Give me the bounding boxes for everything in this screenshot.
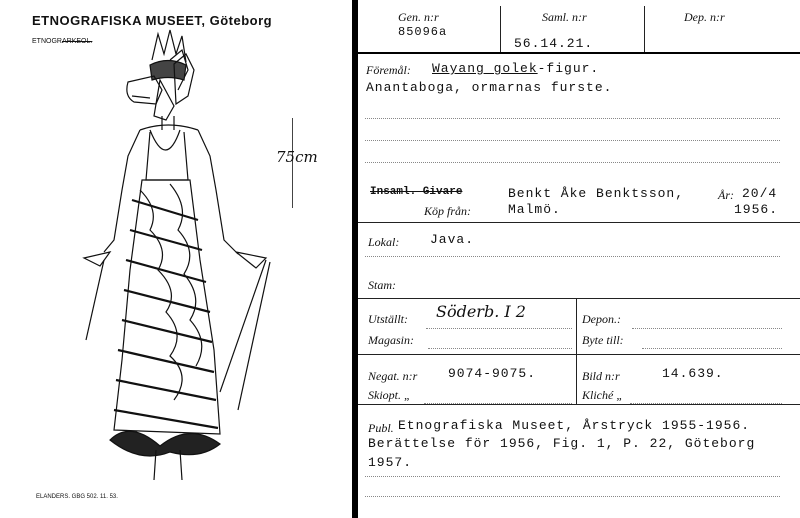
gen-label: Gen. n:r [398,10,439,24]
divider-kop [358,222,800,223]
publ-line2: Berättelse för 1956, Fig. 1, P. 22, Göteborg [368,436,756,451]
divider-magasin [358,354,800,355]
wayang-puppet-drawing [70,20,280,480]
publ-line1: Etnografiska Museet, Årstryck 1955-1956. [398,418,751,433]
dotted-line [428,348,572,349]
publ-line3: 1957. [368,455,413,470]
card-spine [352,0,358,518]
utstallt-label: Utställt: [368,312,409,326]
depon-label: Depon.: [582,312,621,326]
lokal-label: Lokal: [368,235,400,249]
museum-header: ETNOGRAFISKA MUSEET, Göteborg [32,13,273,28]
foremal-value: Wayang golek-figur. [432,61,600,76]
utstallt-value: Söderb. I 2 [436,302,526,321]
dotted-line [642,348,782,349]
dotted-line [365,162,780,163]
foremal-label: Föremål: [366,63,411,77]
byte-till-label: Byte till: [582,333,624,347]
saml-label: Saml. n:r [542,10,587,24]
gen-value: 85096a [398,25,448,39]
header-divider-1 [500,6,501,52]
ar-label: År: [718,188,734,202]
divider-negat [358,404,800,405]
negat-value: 9074-9075. [448,366,537,381]
foremal-line2: Anantaboga, ormarnas furste. [366,80,613,95]
etnogr-label: ETNOGR. [32,38,64,45]
publ-label: Publ. [368,421,394,435]
dotted-line [632,328,782,329]
ar-value: 20/4 [742,186,778,201]
kop-fran-label: Köp från: [424,204,472,218]
printer-note: ELANDERS. GBG 502. 11. 53. [36,494,118,500]
bild-label: Bild n:r [582,369,620,383]
dotted-line [365,256,780,257]
kliche-label: Kliché „ [582,388,623,402]
divider-header [358,52,800,54]
stam-label: Stam: [368,278,396,292]
bild-value: 14.639. [662,366,724,381]
utstallt-divider [576,298,577,354]
dotted-line [426,328,572,329]
dotted-line [365,118,780,119]
dotted-line [365,140,780,141]
skiopt-label: Skiopt. „ [368,388,411,402]
year-value: 1956. [734,202,779,217]
seller-name: Benkt Åke Benktsson, [508,186,685,201]
height-annotation: 75cm [276,148,318,166]
negat-divider [576,354,577,404]
dep-label: Dep. n:r [684,10,725,24]
header-divider-2 [644,6,645,52]
lokal-value: Java. [430,232,475,247]
negat-label: Negat. n:r [368,369,418,383]
dotted-line [365,496,780,497]
dotted-line [365,476,780,477]
divider-stam [358,298,800,299]
magasin-label: Magasin: [368,333,414,347]
insamlare-struck-label: Insaml. Givare [370,186,463,198]
etnogr-struck-label: ARKEOL. [62,38,93,45]
saml-value: 56.14.21. [514,36,594,51]
seller-place: Malmö. [508,202,561,217]
